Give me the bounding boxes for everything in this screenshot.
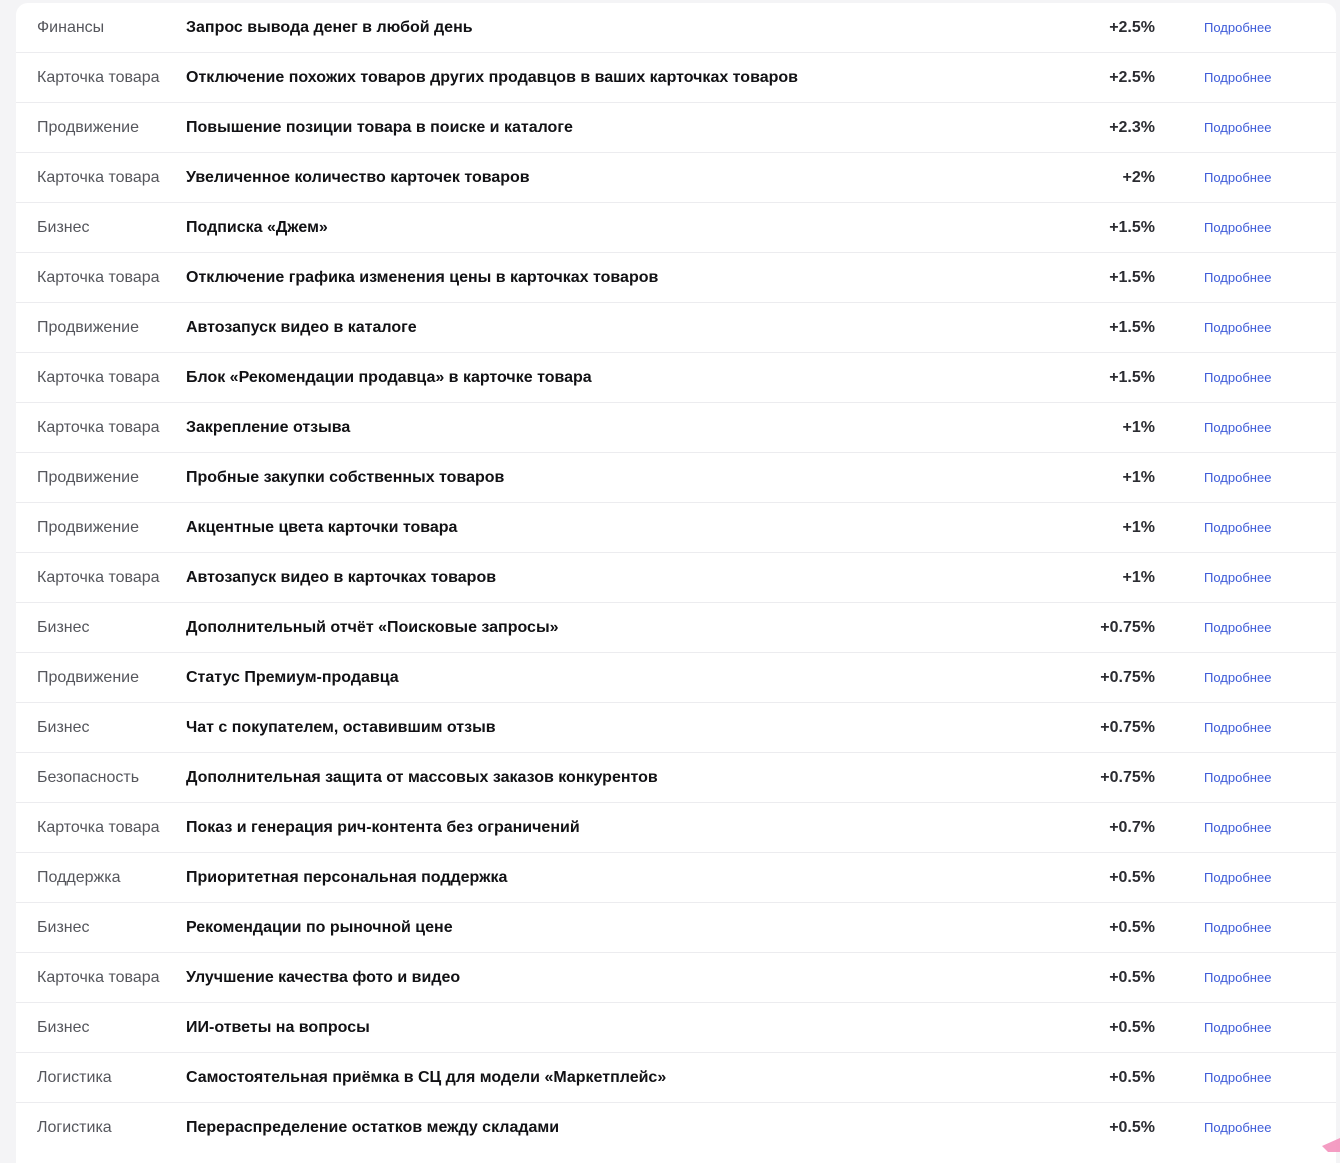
row-category: Бизнес: [37, 690, 90, 765]
row-percent: +0.75%: [1100, 590, 1155, 665]
row-percent: +0.5%: [1109, 990, 1155, 1065]
row-title: Самостоятельная приёмка в СЦ для модели «Маркетплейс»: [186, 1040, 666, 1115]
more-link[interactable]: Подробнее: [1204, 40, 1271, 115]
row-title: Блок «Рекомендации продавца» в карточке товара: [186, 340, 592, 415]
row-percent: +2.5%: [1109, 3, 1155, 65]
row-title: Закрепление отзыва: [186, 390, 350, 465]
row-category: Бизнес: [37, 190, 90, 265]
row-category: Карточка товара: [37, 540, 160, 615]
more-link[interactable]: Подробнее: [1204, 940, 1271, 1015]
more-link[interactable]: Подробнее: [1204, 690, 1271, 765]
row-percent: +1.5%: [1109, 240, 1155, 315]
row-percent: +1.5%: [1109, 290, 1155, 365]
row-category: Карточка товара: [37, 340, 160, 415]
row-category: Финансы: [37, 3, 104, 65]
row-category: Продвижение: [37, 440, 139, 515]
row-title: ИИ-ответы на вопросы: [186, 990, 370, 1065]
row-category: Продвижение: [37, 490, 139, 565]
more-link[interactable]: Подробнее: [1204, 390, 1271, 465]
more-link[interactable]: Подробнее: [1204, 890, 1271, 965]
row-percent: +0.5%: [1109, 1090, 1155, 1163]
row-title: Увеличенное количество карточек товаров: [186, 140, 530, 215]
more-link[interactable]: Подробнее: [1204, 540, 1271, 615]
row-percent: +0.5%: [1109, 1040, 1155, 1115]
row-percent: +2.5%: [1109, 40, 1155, 115]
benefits-table: [16, 3, 1336, 1163]
more-link[interactable]: Подробнее: [1204, 740, 1271, 815]
decorative-sparkle-icon: [1318, 1130, 1340, 1152]
row-percent: +0.75%: [1100, 640, 1155, 715]
row-category: Логистика: [37, 1090, 112, 1163]
row-title: Автозапуск видео в карточках товаров: [186, 540, 496, 615]
row-title: Рекомендации по рыночной цене: [186, 890, 453, 965]
row-category: Продвижение: [37, 290, 139, 365]
more-link[interactable]: Подробнее: [1204, 90, 1271, 165]
row-percent: +0.5%: [1109, 890, 1155, 965]
row-title: Статус Премиум-продавца: [186, 640, 399, 715]
row-percent: +1.5%: [1109, 190, 1155, 265]
more-link[interactable]: Подробнее: [1204, 640, 1271, 715]
row-percent: +0.7%: [1109, 790, 1155, 865]
row-percent: +0.5%: [1109, 940, 1155, 1015]
benefits-rows: [16, 3, 1336, 1152]
row-category: Безопасность: [37, 740, 139, 815]
row-category: Карточка товара: [37, 940, 160, 1015]
more-link[interactable]: Подробнее: [1204, 790, 1271, 865]
row-percent: +1%: [1123, 540, 1155, 615]
more-link[interactable]: Подробнее: [1204, 340, 1271, 415]
row-title: Отключение графика изменения цены в карточках товаров: [186, 240, 658, 315]
row-percent: +2.3%: [1109, 90, 1155, 165]
row-title: Чат с покупателем, оставившим отзыв: [186, 690, 496, 765]
row-title: Акцентные цвета карточки товара: [186, 490, 457, 565]
row-category: Продвижение: [37, 90, 139, 165]
row-category: Карточка товара: [37, 390, 160, 465]
row-category: Бизнес: [37, 890, 90, 965]
row-title: Дополнительный отчёт «Поисковые запросы»: [186, 590, 559, 665]
row-title: Автозапуск видео в каталоге: [186, 290, 417, 365]
row-category: Бизнес: [37, 590, 90, 665]
row-percent: +0.75%: [1100, 690, 1155, 765]
row-title: Подписка «Джем»: [186, 190, 328, 265]
row-category: Бизнес: [37, 990, 90, 1065]
row-title: Дополнительная защита от массовых заказов конкурентов: [186, 740, 658, 815]
row-title: Запрос вывода денег в любой день: [186, 3, 473, 65]
more-link[interactable]: Подробнее: [1204, 490, 1271, 565]
row-category: Продвижение: [37, 640, 139, 715]
row-percent: +1%: [1123, 390, 1155, 465]
row-category: Карточка товара: [37, 240, 160, 315]
row-category: Карточка товара: [37, 140, 160, 215]
more-link[interactable]: Подробнее: [1204, 1040, 1271, 1115]
row-title: Повышение позиции товара в поиске и каталоге: [186, 90, 573, 165]
row-category: Поддержка: [37, 840, 120, 915]
row-title: Улучшение качества фото и видео: [186, 940, 460, 1015]
row-percent: +2%: [1123, 140, 1155, 215]
table-row: [16, 1103, 1336, 1152]
more-link[interactable]: Подробнее: [1204, 140, 1271, 215]
row-title: Перераспределение остатков между складами: [186, 1090, 559, 1163]
row-percent: +0.5%: [1109, 840, 1155, 915]
more-link[interactable]: Подробнее: [1204, 190, 1271, 265]
row-title: Приоритетная персональная поддержка: [186, 840, 507, 915]
row-title: Пробные закупки собственных товаров: [186, 440, 504, 515]
row-category: Логистика: [37, 1040, 112, 1115]
row-percent: +0.75%: [1100, 740, 1155, 815]
row-title: Отключение похожих товаров других продавцов в ваших карточках товаров: [186, 40, 798, 115]
row-category: Карточка товара: [37, 40, 160, 115]
more-link[interactable]: Подробнее: [1204, 590, 1271, 665]
row-title: Показ и генерация рич-контента без ограничений: [186, 790, 580, 865]
row-percent: +1%: [1123, 490, 1155, 565]
more-link[interactable]: Подробнее: [1204, 290, 1271, 365]
more-link[interactable]: Подробнее: [1204, 1090, 1271, 1163]
row-percent: +1.5%: [1109, 340, 1155, 415]
more-link[interactable]: Подробнее: [1204, 240, 1271, 315]
more-link[interactable]: Подробнее: [1204, 440, 1271, 515]
row-category: Карточка товара: [37, 790, 160, 865]
more-link[interactable]: Подробнее: [1204, 840, 1271, 915]
row-percent: +1%: [1123, 440, 1155, 515]
more-link[interactable]: Подробнее: [1204, 990, 1271, 1065]
more-link[interactable]: Подробнее: [1204, 3, 1271, 65]
